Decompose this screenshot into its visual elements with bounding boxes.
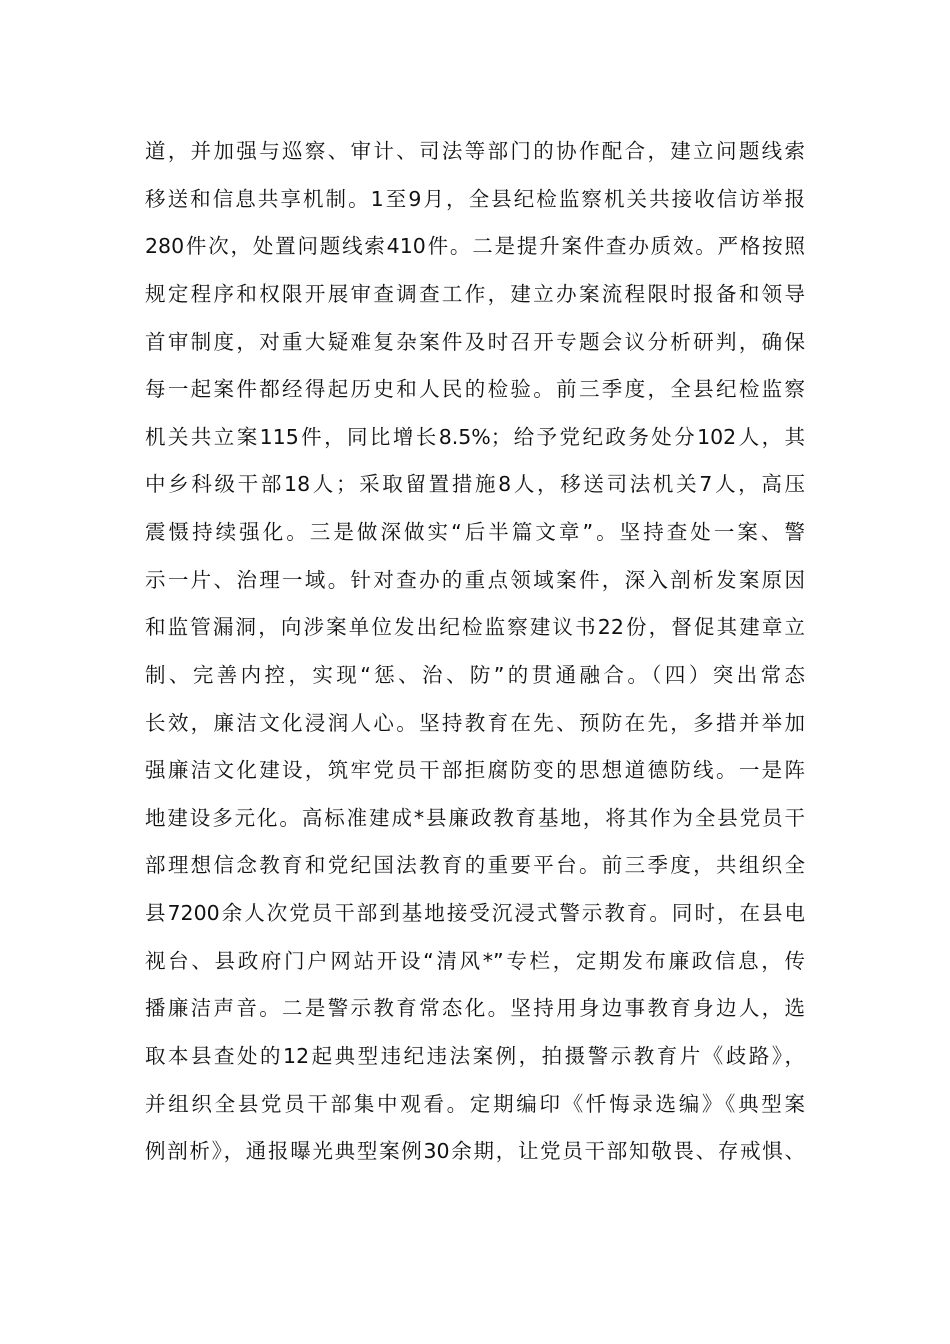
text-line: 长效，廉洁文化浸润人心。坚持教育在先、预防在先，多措并举加 <box>145 710 805 735</box>
text-line: 每一起案件都经得起历史和人民的检验。前三季度，全县纪检监察 <box>145 377 805 402</box>
text-line: 规定程序和权限开展审查调查工作，建立办案流程限时报备和领导 <box>145 281 805 306</box>
text-line: 取本县查处的12起典型违纪违法案例，拍摄警示教育片《歧路》， <box>145 1043 805 1068</box>
body-text <box>145 128 805 1176</box>
text-line: 首审制度，对重大疑难复杂案件及时召开专题会议分析研判，确保 <box>145 329 805 354</box>
text-line: 和监管漏洞，向涉案单位发出纪检监察建议书22份，督促其建章立 <box>145 615 805 640</box>
text-line: 震慑持续强化。三是做深做实“后半篇文章”。坚持查处一案、警 <box>145 520 805 544</box>
text-line: 机关共立案115件，同比增长8.5%；给予党纪政务处分102人，其 <box>145 424 805 449</box>
text-line: 移送和信息共享机制。1至9月，全县纪检监察机关共接收信访举报 <box>145 186 805 211</box>
text-line: 播廉洁声音。二是警示教育常态化。坚持用身边事教育身边人，选 <box>145 996 805 1021</box>
text-line: 例剖析》，通报曝光典型案例30余期，让党员干部知敬畏、存戒惧、 <box>145 1139 805 1164</box>
text-line: 视台、县政府门户网站开设“清风*”专栏，定期发布廉政信息，传 <box>145 948 805 973</box>
text-line: 280件次，处置问题线索410件。二是提升案件查办质效。严格按照 <box>145 234 805 259</box>
text-line: 制、完善内控，实现“惩、治、防”的贯通融合。（四）突出常态 <box>145 662 805 687</box>
text-line: 地建设多元化。高标准建成*县廉政教育基地，将其作为全县党员干 <box>145 805 805 830</box>
text-line: 部理想信念教育和党纪国法教育的重要平台。前三季度，共组织全 <box>145 853 805 878</box>
text-line: 县7200余人次党员干部到基地接受沉浸式警示教育。同时，在县电 <box>145 901 805 925</box>
text-line: 中乡科级干部18人；采取留置措施8人，移送司法机关7人，高压 <box>145 472 805 497</box>
text-line: 示一片、治理一域。针对查办的重点领域案件，深入剖析发案原因 <box>145 567 805 592</box>
text-line: 并组织全县党员干部集中观看。定期编印《忏悔录选编》《典型案 <box>145 1091 805 1116</box>
text-line: 道，并加强与巡察、审计、司法等部门的协作配合，建立问题线索 <box>145 139 805 163</box>
text-line: 强廉洁文化建设，筑牢党员干部拒腐防变的思想道德防线。一是阵 <box>145 758 805 783</box>
